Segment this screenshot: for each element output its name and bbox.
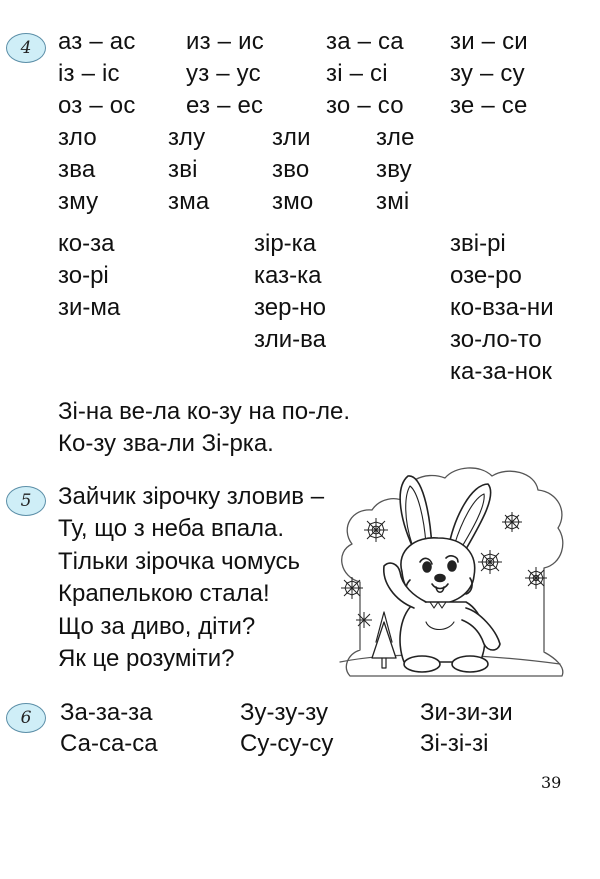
word-syllabified: зи-ма	[58, 294, 121, 321]
task-4-badge: 4	[6, 33, 46, 63]
sentence: Зі-на ве-ла ко-зу на по-ле.	[58, 398, 351, 425]
syllable-pair: зи – си	[450, 28, 528, 55]
syllable-pair: аз – ас	[58, 28, 136, 55]
word-syllabified: озе-ро	[450, 262, 522, 289]
word-syllabified: каз-ка	[254, 262, 322, 289]
syllable-chant: Зі-зі-зі	[420, 730, 489, 757]
word-syllabified: ка-за-нок	[450, 358, 552, 385]
sentence: Ко-зу зва-ли Зі-рка.	[58, 430, 274, 457]
syllable-pair: уз – ус	[186, 60, 261, 87]
syllable-pair: зі – сі	[326, 60, 388, 87]
syllable-cluster: зва	[58, 156, 96, 183]
word-syllabified: зо-рі	[58, 262, 109, 289]
task-5-badge: 5	[6, 486, 46, 516]
syllable-chant: За-за-за	[60, 699, 153, 726]
word-syllabified: зір-ка	[254, 230, 317, 257]
syllable-pair: зу – су	[450, 60, 525, 87]
syllable-cluster: зві	[168, 156, 198, 183]
syllable-cluster: зло	[58, 124, 97, 151]
poem-line: Що за диво, діти?	[58, 613, 256, 640]
syllable-chant: Зи-зи-зи	[420, 699, 513, 726]
word-syllabified: ко-за	[58, 230, 115, 257]
syllable-chant: Зу-зу-зу	[240, 699, 328, 726]
page-number: 39	[541, 773, 562, 792]
syllable-pair: ез – ес	[186, 92, 264, 119]
syllable-cluster: зво	[272, 156, 310, 183]
syllable-cluster: злу	[168, 124, 206, 151]
poem-line: Ту, що з неба впала.	[58, 515, 285, 542]
syllable-pair: зе – се	[450, 92, 528, 119]
syllable-pair: оз – ос	[58, 92, 136, 119]
word-syllabified: зо-ло-то	[450, 326, 542, 353]
word-syllabified: зві-рі	[450, 230, 506, 257]
word-syllabified: зли-ва	[254, 326, 326, 353]
syllable-cluster: зму	[58, 188, 99, 215]
syllable-cluster: зма	[168, 188, 210, 215]
poem-line: Тільки зірочка чомусь	[58, 548, 300, 575]
syllable-pair: из – ис	[186, 28, 264, 55]
word-syllabified: зер-но	[254, 294, 327, 321]
syllable-pair: за – са	[326, 28, 404, 55]
bunny-with-snowflakes-illustration	[330, 462, 570, 684]
word-syllabified: ко-вза-ни	[450, 294, 554, 321]
poem-line: Як це розуміти?	[58, 645, 235, 672]
syllable-cluster: зву	[376, 156, 412, 183]
poem-line: Зайчик зірочку зловив –	[58, 483, 325, 510]
syllable-cluster: зли	[272, 124, 311, 151]
syllable-cluster: змо	[272, 188, 314, 215]
syllable-chant: Са-са-са	[60, 730, 158, 757]
syllable-cluster: зле	[376, 124, 415, 151]
syllable-chant: Су-су-су	[240, 730, 334, 757]
syllable-pair: із – іс	[58, 60, 120, 87]
task-6-badge: 6	[6, 703, 46, 733]
poem-line: Крапелькою стала!	[58, 580, 270, 607]
syllable-cluster: змі	[376, 188, 410, 215]
syllable-pair: зо – со	[326, 92, 404, 119]
